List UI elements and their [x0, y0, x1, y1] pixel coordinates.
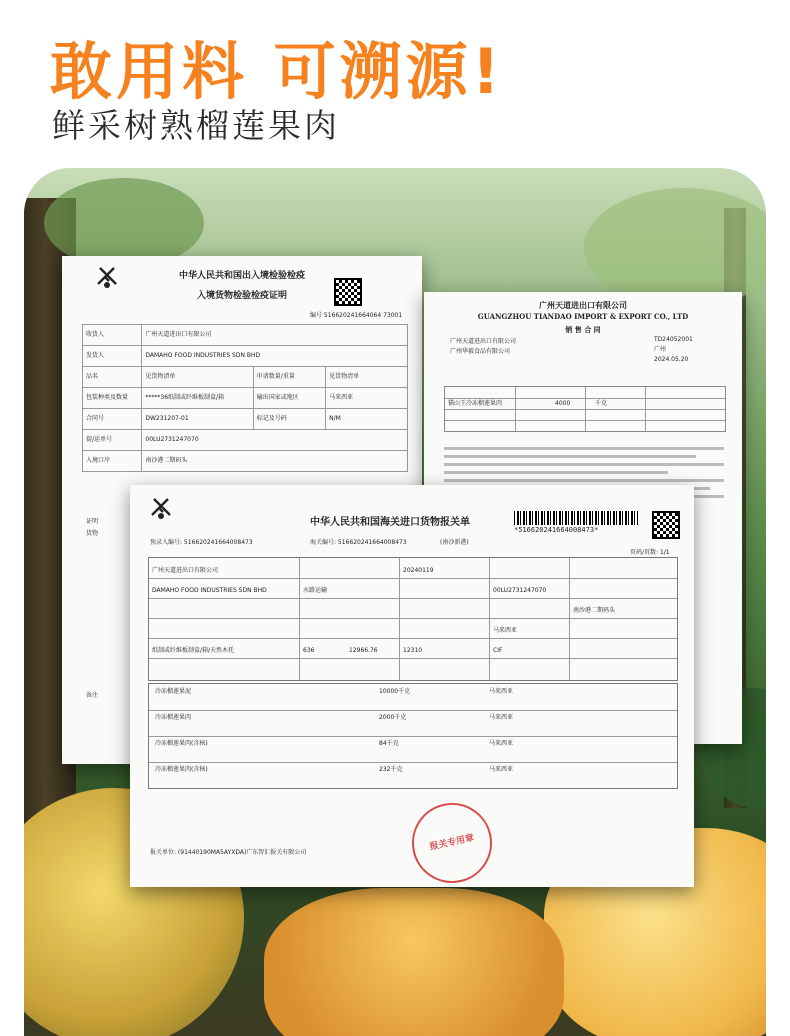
doc3-terms: CIF: [493, 647, 503, 654]
doc3-items-table: [148, 683, 678, 789]
doc1-cell: 发货人: [83, 346, 142, 367]
doc3-item-qty: 232千克: [379, 766, 403, 773]
doc1-cell: 收货人: [83, 325, 142, 346]
doc1-cell: 见货物清单: [326, 367, 408, 388]
doc2-qty: 4000: [555, 400, 571, 407]
doc3-item-qty: 84千克: [379, 740, 399, 747]
doc1-cell: 提/运单号: [83, 430, 142, 451]
doc2-item: 猫山王冷冻榴莲果肉: [448, 400, 503, 407]
doc3-port: 南沙港二期码头: [573, 607, 616, 614]
headline: 敢用料 可溯源!: [50, 35, 504, 108]
inspection-emblem-icon: [94, 264, 120, 290]
doc1-cell: N/M: [326, 409, 408, 430]
doc1-title-line1: 中华人民共和国出入境检验检疫: [178, 271, 305, 281]
doc1-title-line2: 入境货物检验检疫证明: [196, 291, 287, 301]
doc1-row: [83, 409, 408, 430]
doc3-pieces: 636: [303, 647, 315, 654]
doc3-title: 中华人民共和国海关进口货物报关单: [310, 517, 470, 528]
doc1-row: [83, 388, 408, 409]
doc1-row: [83, 367, 408, 388]
qr-code: [334, 278, 362, 306]
doc1-side-label: 备注: [86, 692, 99, 699]
doc3-item-name: 冷冻榴莲果肉: [155, 714, 192, 721]
doc1-cell: DW231207-01: [142, 409, 253, 430]
doc3-shipper: DAMAHO FOOD INDUSTRIES SDN BHD: [152, 587, 267, 594]
doc1-number: 编号 516620241664064 73001: [310, 312, 403, 319]
doc1-cell: 品名: [83, 367, 142, 388]
doc1-side-label: 证明: [86, 518, 99, 525]
doc2-title: 销 售 合 同: [565, 326, 601, 334]
subline: 鲜采树熟榴莲果肉: [52, 106, 340, 145]
doc3-origin-country: 马来西亚: [493, 627, 518, 634]
doc3-net: 12310: [403, 647, 423, 654]
doc2-unit: 千克: [595, 400, 608, 407]
doc1-cell: 马来西亚: [326, 388, 408, 409]
doc2-contract-no: TD24052001: [654, 336, 693, 343]
doc3-item-country: 马来西亚: [489, 766, 514, 773]
doc2-place: 广州: [654, 346, 667, 353]
doc3-item-qty: 2000千克: [379, 714, 407, 721]
doc2-company-cn: 广州天道进出口有限公司: [539, 301, 627, 310]
doc1-row: [83, 430, 408, 451]
doc1-row: [83, 346, 408, 367]
doc3-bill: 00LU2731247070: [493, 587, 547, 594]
doc2-seller: 广州天道进出口有限公司: [450, 338, 517, 345]
doc2-company-en: GUANGZHOU TIANDAO IMPORT & EXPORT CO., LTD: [477, 312, 689, 321]
customs-declaration: [130, 485, 694, 887]
doc3-date: 20240119: [403, 567, 434, 574]
customs-emblem-icon: [148, 495, 174, 521]
barcode: [514, 511, 638, 525]
doc1-cell: 见货物清单: [142, 367, 253, 388]
qr-code: [652, 511, 680, 539]
durian-cake: [264, 888, 564, 1036]
doc3-item-name: 冷冻榴莲果肉(含核): [155, 766, 208, 773]
doc1-cell: 标记及号码: [253, 409, 325, 430]
doc3-receiver: 广州天道进出口有限公司: [152, 567, 219, 574]
doc3-packing: 纸制或纤维板制盒/箱/天然木托: [152, 647, 235, 654]
doc1-cell: 输出国家或地区: [253, 388, 325, 409]
doc1-cell: 申请数量/重量: [253, 367, 325, 388]
doc3-declarer: 报关单位: (91440190MA5AYXDA)广东智汇报关有限公司: [150, 849, 307, 856]
doc3-header-grid: [148, 557, 678, 681]
doc1-row: [83, 325, 408, 346]
doc1-cell: 00LU2731247070: [142, 430, 408, 451]
doc3-gross: 12966.76: [349, 647, 378, 654]
doc1-cell: 包装种类及数量: [83, 388, 142, 409]
doc3-item-country: 马来西亚: [489, 740, 514, 747]
doc3-item-name: 冷冻榴莲果肉(含核): [155, 740, 208, 747]
leaf: [584, 188, 766, 308]
doc1-cell: *****36纸制或纤维板制盒/箱: [142, 388, 253, 409]
doc1-side-label: 货物: [86, 530, 99, 537]
doc1-row: [83, 451, 408, 472]
doc3-item-country: 马来西亚: [489, 688, 514, 695]
doc3-port-note: (南沙新港): [440, 539, 469, 546]
doc3-customs-no: 海关编号: 516620241664008473: [310, 539, 407, 546]
doc2-date: 2024.05.20: [654, 356, 689, 363]
doc2-buyer: 广州华毅食品有限公司: [450, 348, 511, 355]
doc1-cell: 广州天道进出口有限公司: [142, 325, 408, 346]
doc1-cell: DAMAHO FOOD INDUSTRIES SDN BHD: [142, 346, 408, 367]
doc3-barcode-text: *516620241664008473*: [514, 526, 599, 534]
doc1-cell: 合同号: [83, 409, 142, 430]
doc1-cell: 入境口岸: [83, 451, 142, 472]
doc3-item-qty: 10000千克: [379, 688, 411, 695]
leaf: [44, 178, 204, 268]
doc2-goods-table: [444, 386, 726, 432]
doc3-item-name: 冷冻榴莲果泥: [155, 688, 192, 695]
doc1-table: [82, 324, 408, 472]
customs-stamp: 报关专用章: [405, 796, 500, 891]
doc3-page: 页码/页数: 1/1: [630, 549, 670, 556]
doc3-transport: 水路运输: [303, 587, 328, 594]
doc3-item-country: 马来西亚: [489, 714, 514, 721]
doc1-cell: 南沙港二期码头: [142, 451, 408, 472]
doc3-pre-no: 预录入编号: 516620241664008473: [150, 539, 253, 546]
